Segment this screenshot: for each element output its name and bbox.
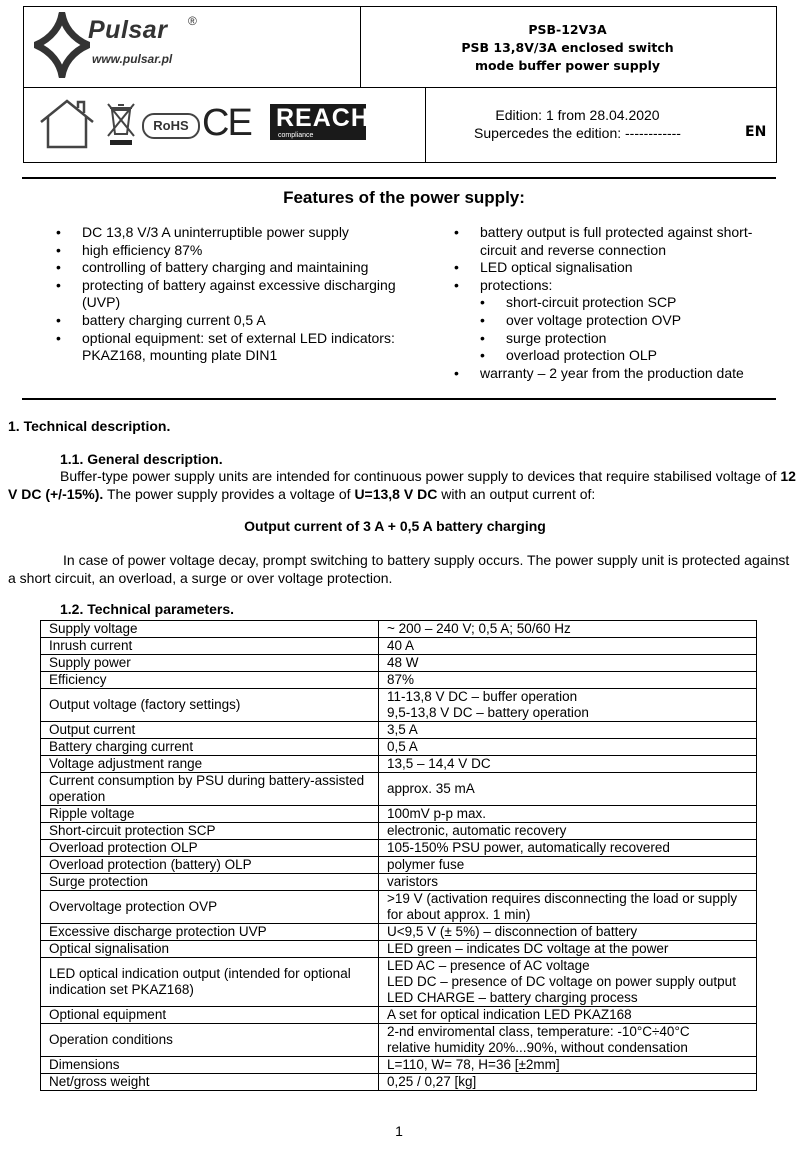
param-name: Supply voltage <box>41 621 379 638</box>
param-value: 48 W <box>379 655 757 672</box>
list-item: • battery output is full protected against short-circuit and reverse connection <box>454 224 784 259</box>
table-row <box>41 857 757 874</box>
param-name: Supply power <box>41 655 379 672</box>
table-row <box>41 941 757 958</box>
table-row <box>41 1057 757 1074</box>
rule-bottom <box>22 398 776 400</box>
table-row <box>41 739 757 756</box>
param-value: U<9,5 V (± 5%) – disconnection of battery <box>379 924 757 941</box>
param-name: Optional equipment <box>41 1007 379 1024</box>
output-voltage: U=13,8 V DC <box>354 485 438 502</box>
reach-label: REACH <box>276 104 370 132</box>
list-item: • battery charging current 0,5 A <box>56 312 424 330</box>
product-title <box>360 21 775 75</box>
language-code: EN <box>745 124 767 140</box>
table-row <box>41 958 757 1007</box>
description-paragraph <box>8 468 798 503</box>
reach-sub: compliance <box>278 132 314 139</box>
param-name: Output current <box>41 722 379 739</box>
param-value: 100mV p-p max. <box>379 806 757 823</box>
list-item: • over voltage protection OVP <box>454 312 784 330</box>
list-item: • surge protection <box>454 330 784 348</box>
param-name: Net/gross weight <box>41 1074 379 1091</box>
features-right-list <box>454 224 784 382</box>
output-current-line: Output current of 3 A + 0,5 A battery charging <box>244 518 546 534</box>
protections-list <box>454 294 784 364</box>
para-text: Buffer-type power supply units are intended for continuous power supply to devices that require stabilised voltage of <box>60 468 781 484</box>
table-row <box>41 806 757 823</box>
registered-mark: ® <box>188 14 197 28</box>
param-value: 0,5 A <box>379 739 757 756</box>
rule-top <box>22 177 776 179</box>
weee-bin-icon <box>106 102 136 146</box>
page-number: 1 <box>395 1123 403 1139</box>
section-heading: 1. Technical description. <box>8 418 171 434</box>
param-name: Ripple voltage <box>41 806 379 823</box>
table-row <box>41 823 757 840</box>
param-value: 11-13,8 V DC – buffer operation 9,5-13,8 V DC – battery operation <box>379 689 757 722</box>
table-row <box>41 874 757 891</box>
parameters-table <box>40 620 757 1091</box>
table-row <box>41 1074 757 1091</box>
product-desc-2: mode buffer power supply <box>474 58 661 73</box>
table-row <box>41 756 757 773</box>
table-row <box>41 621 757 638</box>
param-value: 105-150% PSU power, automatically recovered <box>379 840 757 857</box>
protection-paragraph: In case of power voltage decay, prompt switching to battery supply occurs. The power supply unit is protected against a short circuit, an overload, a surge or over voltage protection. <box>8 552 790 586</box>
list-item: • DC 13,8 V/3 A uninterruptible power supply <box>56 224 424 242</box>
list-item <box>454 277 784 365</box>
table-row <box>41 773 757 806</box>
param-name: Operation conditions <box>41 1024 379 1057</box>
param-value: L=110, W= 78, H=36 [±2mm] <box>379 1057 757 1074</box>
table-row <box>41 840 757 857</box>
param-name: Overvoltage protection OVP <box>41 891 379 924</box>
features-title: Features of the power supply: <box>283 188 525 207</box>
list-item: • protecting of battery against excessive discharging (UVP) <box>56 277 424 312</box>
param-name: Short-circuit protection SCP <box>41 823 379 840</box>
indoor-house-icon <box>38 98 96 150</box>
list-item: • overload protection OLP <box>454 347 784 365</box>
brand-name: Pulsar <box>88 16 168 44</box>
param-value: LED green – indicates DC voltage at the power <box>379 941 757 958</box>
voltage-range: 12 V DC (+/-15%). <box>8 468 796 502</box>
param-value: A set for optical indication LED PKAZ168 <box>379 1007 757 1024</box>
table-row <box>41 689 757 722</box>
param-value: 40 A <box>379 638 757 655</box>
param-name: Output voltage (factory settings) <box>41 689 379 722</box>
param-value: ~ 200 – 240 V; 0,5 A; 50/60 Hz <box>379 621 757 638</box>
param-name: Surge protection <box>41 874 379 891</box>
param-value: LED AC – presence of AC voltage LED DC – presence of DC voltage on power supply output LED CHARGE – battery charging process <box>379 958 757 1007</box>
edition-info <box>425 106 730 142</box>
param-name: Optical signalisation <box>41 941 379 958</box>
param-value: >19 V (activation requires disconnecting the load or supply for about approx. 1 min) <box>379 891 757 924</box>
list-item: • controlling of battery charging and maintaining <box>56 259 424 277</box>
param-value: 13,5 – 14,4 V DC <box>379 756 757 773</box>
para-text: with an output current of: <box>437 485 596 502</box>
table-row <box>41 891 757 924</box>
list-item: • optional equipment: set of external LED indicators: PKAZ168, mounting plate DIN1 <box>56 330 424 365</box>
product-desc-1: PSB 13,8V/3A enclosed switch <box>461 40 674 55</box>
param-name: Efficiency <box>41 672 379 689</box>
param-value: 87% <box>379 672 757 689</box>
table-row <box>41 1024 757 1057</box>
list-item: • short-circuit protection SCP <box>454 294 784 312</box>
table-row <box>41 924 757 941</box>
param-value: electronic, automatic recovery <box>379 823 757 840</box>
param-name: Excessive discharge protection UVP <box>41 924 379 941</box>
supersedes-line: Supercedes the edition: ------------ <box>474 125 681 141</box>
list-item: • warranty – 2 year from the production date <box>454 365 784 383</box>
table-row <box>41 655 757 672</box>
param-value: varistors <box>379 874 757 891</box>
rohs-label: RoHS <box>153 118 189 133</box>
list-item: • LED optical signalisation <box>454 259 784 277</box>
edition-line: Edition: 1 from 28.04.2020 <box>495 107 660 123</box>
param-name: Voltage adjustment range <box>41 756 379 773</box>
param-value: 2-nd enviromental class, temperature: -10°C÷40°C relative humidity 20%...90%, without condensation <box>379 1024 757 1057</box>
subsection-heading: 1.1. General description. <box>60 451 223 467</box>
param-value: polymer fuse <box>379 857 757 874</box>
param-value: approx. 35 mA <box>379 773 757 806</box>
table-row <box>41 672 757 689</box>
param-name: Overload protection OLP <box>41 840 379 857</box>
features-left-list <box>56 224 424 365</box>
table-row <box>41 722 757 739</box>
param-name: Current consumption by PSU during battery-assisted operation <box>41 773 379 806</box>
brand-url: www.pulsar.pl <box>92 52 173 66</box>
ce-mark: CE <box>202 102 251 144</box>
reach-badge <box>270 104 370 140</box>
param-name: Inrush current <box>41 638 379 655</box>
protections-label: protections: <box>480 276 553 293</box>
rohs-badge <box>142 113 200 139</box>
subsection-heading: 1.2. Technical parameters. <box>60 601 235 617</box>
param-value: 0,25 / 0,27 [kg] <box>379 1074 757 1091</box>
product-code: PSB-12V3A <box>528 22 607 37</box>
table-row <box>41 638 757 655</box>
pulsar-logo-icon <box>34 12 90 78</box>
param-name: Battery charging current <box>41 739 379 756</box>
para-text: The power supply provides a voltage of <box>103 485 355 502</box>
param-value: 3,5 A <box>379 722 757 739</box>
param-name: Dimensions <box>41 1057 379 1074</box>
param-name: Overload protection (battery) OLP <box>41 857 379 874</box>
list-item: • high efficiency 87% <box>56 242 424 260</box>
param-name: LED optical indication output (intended for optional indication set PKAZ168) <box>41 958 379 1007</box>
table-row <box>41 1007 757 1024</box>
